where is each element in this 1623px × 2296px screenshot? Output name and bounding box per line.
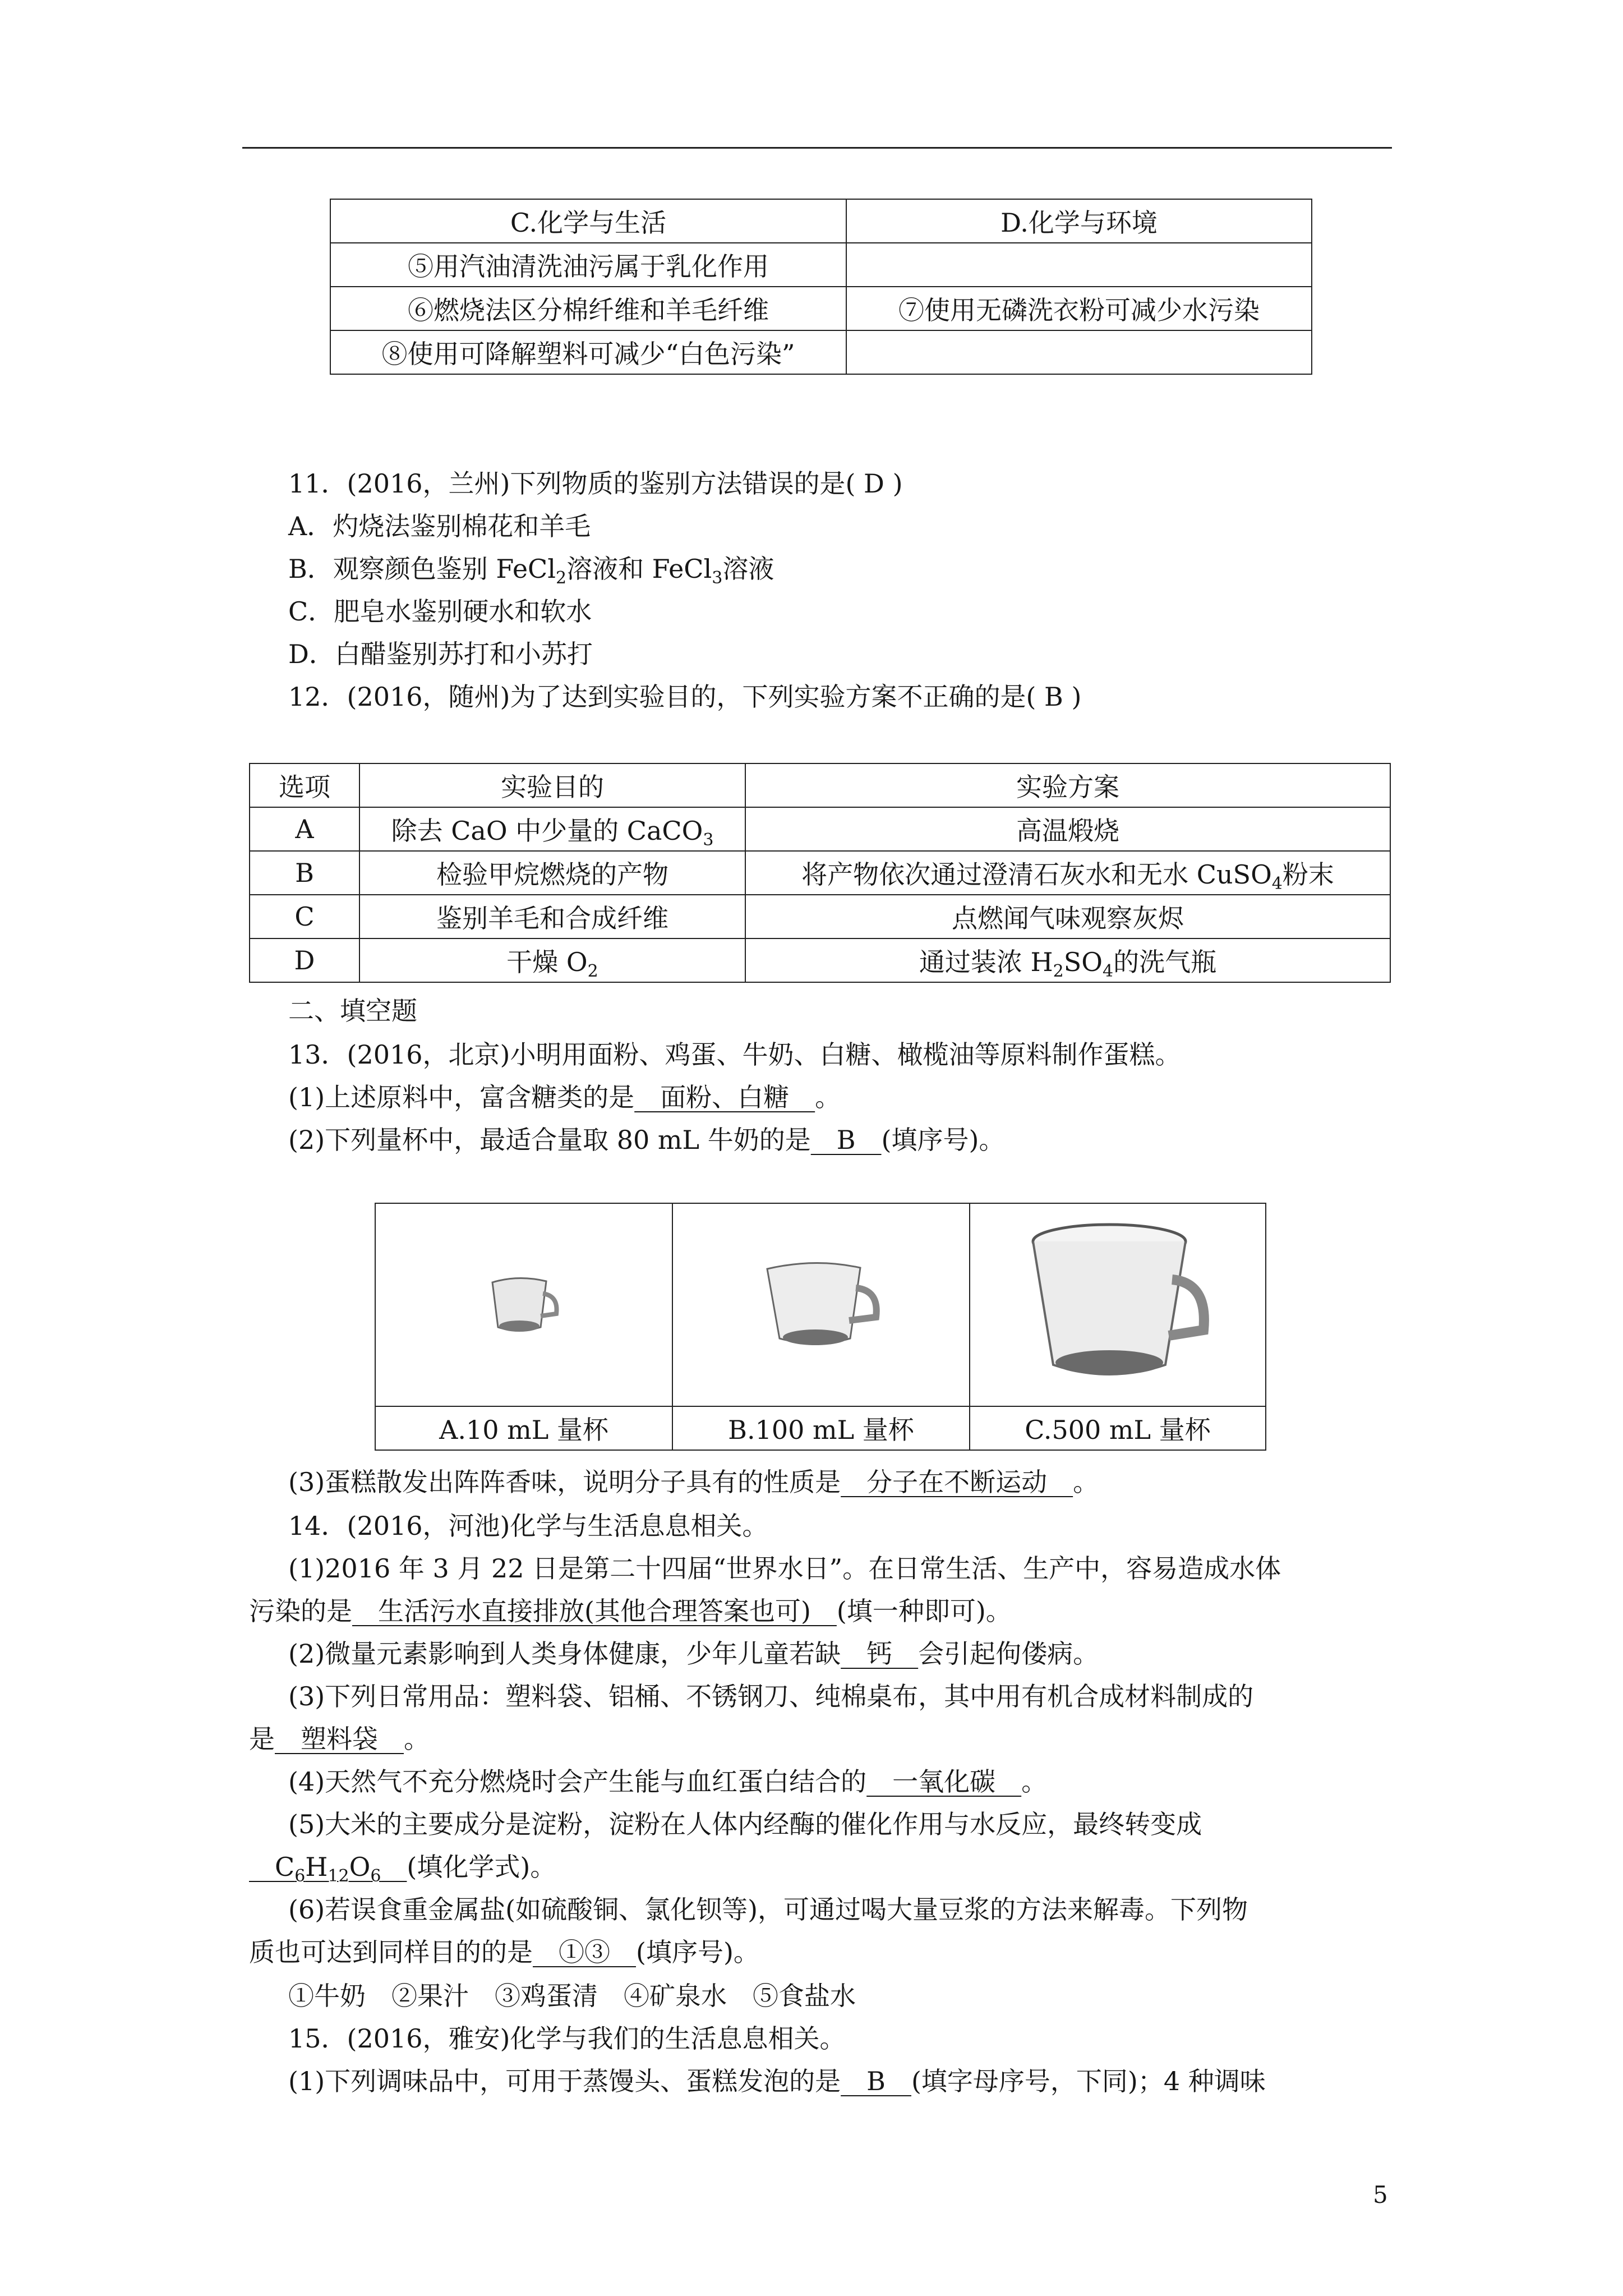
table-cell: 检验甲烷燃烧的产物: [359, 851, 745, 895]
q14-part1-line1: (1)2016 年 3 月 22 日是第二十四届“世界水日”。在日常生活、生产中，容易造成水体: [288, 1553, 1281, 1584]
table-row: [250, 895, 1390, 938]
table-cd: [330, 199, 1312, 375]
q11-option-a: A．灼烧法鉴别棉花和羊毛: [288, 511, 591, 541]
answer-blank: $C_6H_{12}O_6$: [275, 1852, 381, 1886]
table-row: [375, 1203, 1266, 1406]
cup-image-cell: [375, 1203, 672, 1406]
q14-options: ①牛奶 ②果汁 ③鸡蛋清 ④矿泉水 ⑤食盐水: [288, 1981, 856, 2011]
answer-blank: 钙: [841, 1639, 919, 1669]
q13-part3: (3)蛋糕散发出阵阵香味，说明分子具有的性质是 分子在不断运动 。: [288, 1467, 1099, 1497]
q15-stem: 15．(2016，雅安)化学与我们的生活息息相关。: [288, 2023, 846, 2054]
answer-blank: B: [810, 1125, 882, 1155]
q13-part1: (1)上述原料中，富含糖类的是 面粉、白糖 。: [288, 1082, 841, 1112]
table-cell: 除去 CaO 中少量的 CaCO$_3$: [359, 807, 745, 851]
table-cell: ⑤用汽油清洗油污属于乳化作用: [330, 243, 846, 287]
table-row: [330, 199, 1312, 243]
table-cell: ⑥燃烧法区分棉纤维和羊毛纤维: [330, 287, 846, 330]
table-cell: B: [250, 851, 359, 895]
q14-part4: (4)天然气不充分燃烧时会产生能与血红蛋白结合的 一氧化碳 。: [288, 1766, 1048, 1797]
table-row: [250, 763, 1390, 807]
page-number: 5: [1373, 2181, 1388, 2208]
table-row: [250, 807, 1390, 851]
q14-part1-line2: 污染的是 生活污水直接排放(其他合理答案也可) (填一种即可)。: [249, 1596, 1012, 1626]
table-row: [330, 287, 1312, 330]
answer-blank: 面粉、白糖: [634, 1082, 815, 1112]
q11-stem: 11．(2016，兰州)下列物质的鉴别方法错误的是( D ): [288, 468, 903, 499]
table-cell: D.化学与环境: [846, 199, 1312, 243]
table-cell: C.化学与生活: [330, 199, 846, 243]
table-cell: D: [250, 938, 359, 982]
table-row: [250, 851, 1390, 895]
table-cell: 通过装浓 $H_2SO_4$的洗气瓶: [745, 938, 1390, 982]
table-row: [330, 243, 1312, 287]
table-cell: 将产物依次通过澄清石灰水和无水 CuSO$_4$粉末: [745, 851, 1390, 895]
small-measuring-cup-image: [485, 1271, 563, 1338]
answer-blank: 一氧化碳: [866, 1766, 1022, 1797]
cup-caption: C.500 mL 量杯: [970, 1406, 1266, 1450]
q14-part3-line1: (3)下列日常用品：塑料袋、铝桶、不锈钢刀、纯棉桌布，其中用有机合成材料制成的: [288, 1681, 1254, 1711]
answer-blank: 分子在不断运动: [841, 1467, 1073, 1497]
q11-option-b: B．观察颜色鉴别 FeCl$_2$溶液和 FeCl$_3$溶液: [288, 554, 774, 588]
answer-blank: ①③: [533, 1937, 636, 1967]
table-header-cell: 选项: [250, 763, 359, 807]
measuring-cup-table: [375, 1203, 1266, 1451]
table-cell: [846, 243, 1312, 287]
table-cell: 干燥 $O_2$: [359, 938, 745, 982]
cup-image-cell: [672, 1203, 970, 1406]
q13-part2: (2)下列量杯中，最适合量取 80 mL 牛奶的是 B (填序号)。: [288, 1125, 1005, 1155]
q12-table: [249, 763, 1391, 983]
cup-image-cell: [970, 1203, 1266, 1406]
table-cell: C: [250, 895, 359, 938]
q14-part5-line1: (5)大米的主要成分是淀粉，淀粉在人体内经酶的催化作用与水反应，最终转变成: [288, 1809, 1202, 1839]
table-cell: A: [250, 807, 359, 851]
q14-part6-line2: 质也可达到同样目的的是 ①③ (填序号)。: [249, 1937, 759, 1967]
table-header-cell: 实验目的: [359, 763, 745, 807]
cup-caption: B.100 mL 量杯: [672, 1406, 970, 1450]
table-row: [250, 938, 1390, 982]
table-row: [375, 1406, 1266, 1450]
table-row: [330, 330, 1312, 374]
q12-stem: 12．(2016，随州)为了达到实验目的，下列实验方案不正确的是( B ): [288, 682, 1082, 712]
q11-option-d: D．白醋鉴别苏打和小苏打: [288, 639, 593, 669]
table-cell: [846, 330, 1312, 374]
answer-blank: 塑料袋: [275, 1724, 404, 1754]
q14-part6-line1: (6)若误食重金属盐(如硫酸铜、氯化钡等)，可通过喝大量豆浆的方法来解毒。下列物: [288, 1894, 1248, 1925]
table-header-cell: 实验方案: [745, 763, 1390, 807]
header-rule: [242, 147, 1392, 149]
q14-part2: (2)微量元素影响到人类身体健康，少年儿童若缺 钙 会引起佝偻病。: [288, 1639, 1099, 1669]
cup-caption: A.10 mL 量杯: [375, 1406, 672, 1450]
q15-part1: (1)下列调味品中，可用于蒸馒头、蛋糕发泡的是 B (填字母序号，下同)；4 种调味: [288, 2066, 1266, 2096]
q14-stem: 14．(2016，河池)化学与生活息息相关。: [288, 1511, 768, 1541]
q14-part5-line2: $C_6H_{12}O_6$ (填化学式)。: [249, 1850, 556, 1884]
answer-blank: B: [841, 2066, 911, 2096]
medium-measuring-cup-image: [759, 1254, 883, 1355]
table-cell: 高温煅烧: [745, 807, 1390, 851]
q13-stem: 13．(2016，北京)小明用面粉、鸡蛋、牛奶、白糖、橄榄油等原料制作蛋糕。: [288, 1039, 1181, 1070]
table-cell: ⑦使用无磷洗衣粉可减少水污染: [846, 287, 1312, 330]
table-cell: 鉴别羊毛和合成纤维: [359, 895, 745, 938]
table-cell: ⑧使用可降解塑料可减少“白色污染”: [330, 330, 846, 374]
section-heading: 二、填空题: [288, 996, 417, 1026]
table-cell: 点燃闻气味观察灰烬: [745, 895, 1390, 938]
large-measuring-cup-image: [1025, 1218, 1210, 1392]
answer-blank: 生活污水直接排放(其他合理答案也可): [352, 1596, 837, 1626]
q11-option-c: C．肥皂水鉴别硬水和软水: [288, 596, 592, 627]
q14-part3-line2: 是 塑料袋 。: [249, 1724, 430, 1754]
